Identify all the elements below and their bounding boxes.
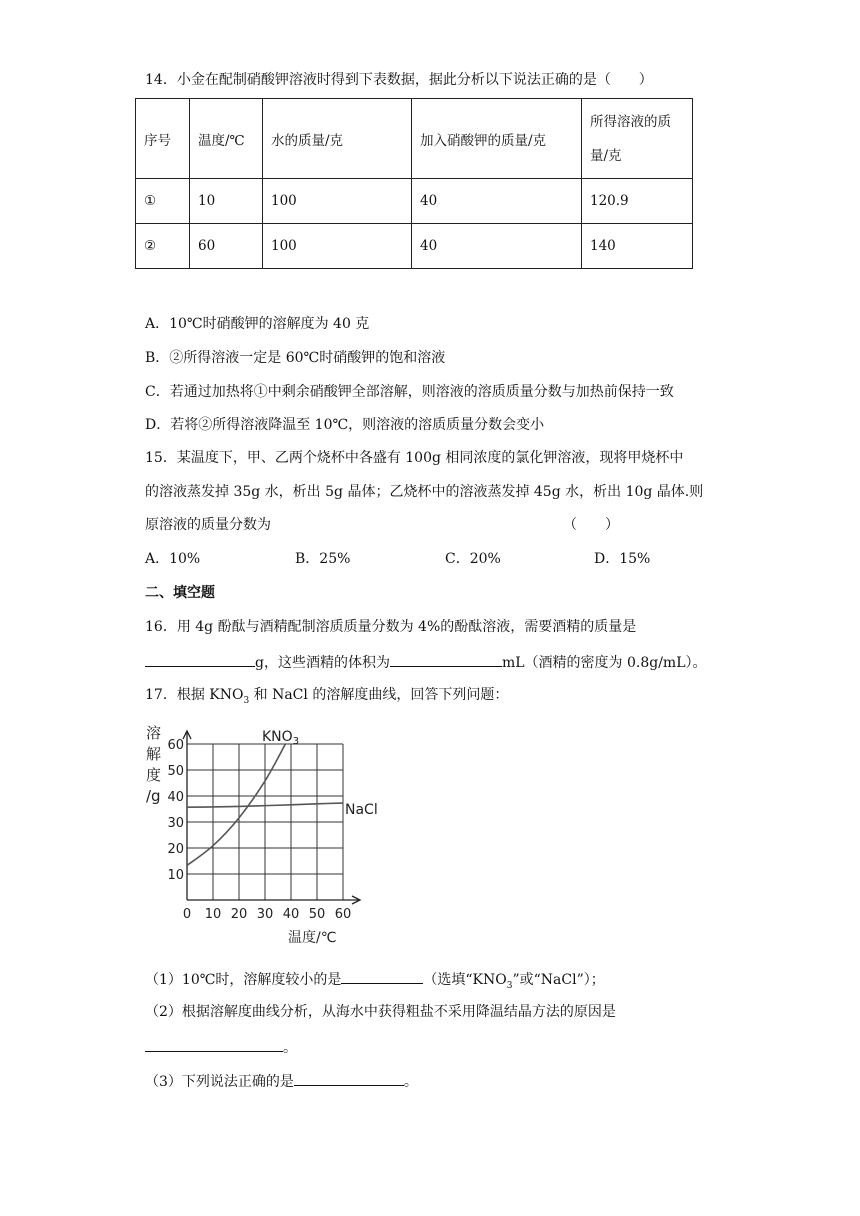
y-tick-label: 10 xyxy=(167,868,184,883)
chart-axes xyxy=(183,731,360,904)
y-axis-label-char: 解 xyxy=(146,745,162,763)
table-cell: 140 xyxy=(582,224,693,269)
answer-blank[interactable] xyxy=(145,651,255,667)
answer-blank[interactable] xyxy=(294,1070,404,1086)
q15-answer-paren: （ ） xyxy=(563,517,619,533)
q15-line-1: 15．某温度下，甲、乙两个烧杯中各盛有 100g 相同浓度的氯化钾溶液，现将甲烧杯中 xyxy=(145,450,684,466)
x-tick-label: 60 xyxy=(334,907,352,922)
header-index: 序号 xyxy=(136,99,190,179)
table-cell: ① xyxy=(136,179,190,224)
answer-blank[interactable] xyxy=(390,651,502,667)
solubility-chart xyxy=(140,718,378,950)
x-tick-label: 0 xyxy=(182,907,192,922)
series-label-kno3: $KNO_3$ xyxy=(262,729,300,747)
series-label-nacl: NaCl xyxy=(345,802,378,818)
y-axis-label-char: /g xyxy=(146,787,161,805)
chart-grid xyxy=(187,744,343,900)
answer-blank[interactable] xyxy=(145,1036,283,1052)
q15-option-c: C．20% xyxy=(445,551,501,567)
q14-option-a: A．10℃时硝酸钾的溶解度为 40 克 xyxy=(145,316,370,332)
table-cell: 120.9 xyxy=(582,179,693,224)
table-cell: 100 xyxy=(263,224,412,269)
table-cell: 40 xyxy=(412,179,582,224)
q17-stem: 17．根据 $KNO_3$ 和 NaCl 的溶解度曲线，回答下列问题： xyxy=(145,687,509,706)
q14-option-d: D．若将②所得溶液降温至 10℃，则溶液的溶质质量分数会变小 xyxy=(145,417,545,433)
header-temperature: 温度/℃ xyxy=(190,99,263,179)
q15-option-a: A．10% xyxy=(145,551,201,567)
header-water-mass: 水的质量/克 xyxy=(263,99,412,179)
y-axis-label xyxy=(146,724,161,805)
answer-blank[interactable] xyxy=(341,968,423,984)
table-row xyxy=(136,224,693,269)
q14-stem: 14．小金在配制硝酸钾溶液时得到下表数据，据此分析以下说法正确的是（ ） xyxy=(145,72,653,88)
header-kno3-mass: 加入硝酸钾的质量/克 xyxy=(412,99,582,179)
data-table xyxy=(135,98,693,269)
q14-option-c: C．若通过加热将①中剩余硝酸钾全部溶解，则溶液的溶质质量分数与加热前保持一致 xyxy=(145,384,674,400)
table-cell: 10 xyxy=(190,179,263,224)
chart-series xyxy=(187,729,378,865)
y-axis-label-char: 度 xyxy=(146,766,162,784)
table-header-row xyxy=(136,99,693,179)
y-tick-labels xyxy=(167,738,184,883)
table-cell: 100 xyxy=(263,179,412,224)
y-axis-label-char: 溶 xyxy=(146,724,162,742)
table-cell: 60 xyxy=(190,224,263,269)
q17-part-3: （3）下列说法正确的是 。 xyxy=(145,1070,418,1092)
table-cell: ② xyxy=(136,224,190,269)
y-tick-label: 30 xyxy=(167,816,184,831)
q15-line-3: 原溶液的质量分数为 xyxy=(145,517,271,533)
x-tick-label: 20 xyxy=(230,907,248,922)
q15-option-b: B．25% xyxy=(295,551,351,567)
q15-option-d: D．15% xyxy=(594,551,651,567)
q17-part-2: （2）根据溶解度曲线分析，从海水中获得粗盐不采用降温结晶方法的原因是 xyxy=(145,1004,616,1020)
q14-option-b: B．②所得溶液一定是 60℃时硝酸钾的饱和溶液 xyxy=(145,350,446,366)
x-axis-label: 温度/℃ xyxy=(288,930,337,946)
x-tick-label: 10 xyxy=(204,907,222,922)
x-tick-label: 40 xyxy=(282,907,300,922)
q15-line-2: 的溶液蒸发掉 35g 水，析出 5g 晶体；乙烧杯中的溶液蒸发掉 45g 水，析出 10g 晶体.则 xyxy=(145,484,704,500)
q17-part-1: （1）10℃时，溶解度较小的是 （选填“$KNO_3$”或“NaCl”）； xyxy=(145,968,605,996)
q16-line-1: 16．用 4g 酚酞与酒精配制溶质质量分数为 4%的酚酞溶液，需要酒精的质量是 xyxy=(145,619,637,635)
x-tick-label: 50 xyxy=(308,907,326,922)
header-solution-mass: 所得溶液的质 量/克 xyxy=(582,99,693,179)
y-tick-label: 50 xyxy=(167,764,184,779)
table-row xyxy=(136,179,693,224)
y-tick-label: 20 xyxy=(167,842,184,857)
x-tick-labels xyxy=(183,907,351,922)
x-tick-label: 30 xyxy=(256,907,274,922)
q16-line-2: g，这些酒精的体积为 mL（酒精的密度为 0.8g/mL）。 xyxy=(145,651,707,673)
y-tick-label: 60 xyxy=(167,738,184,753)
q17-part-2-answer: 。 xyxy=(145,1036,297,1058)
table-cell: 40 xyxy=(412,224,582,269)
section-title: 二、填空题 xyxy=(145,585,215,601)
y-tick-label: 40 xyxy=(167,790,184,805)
